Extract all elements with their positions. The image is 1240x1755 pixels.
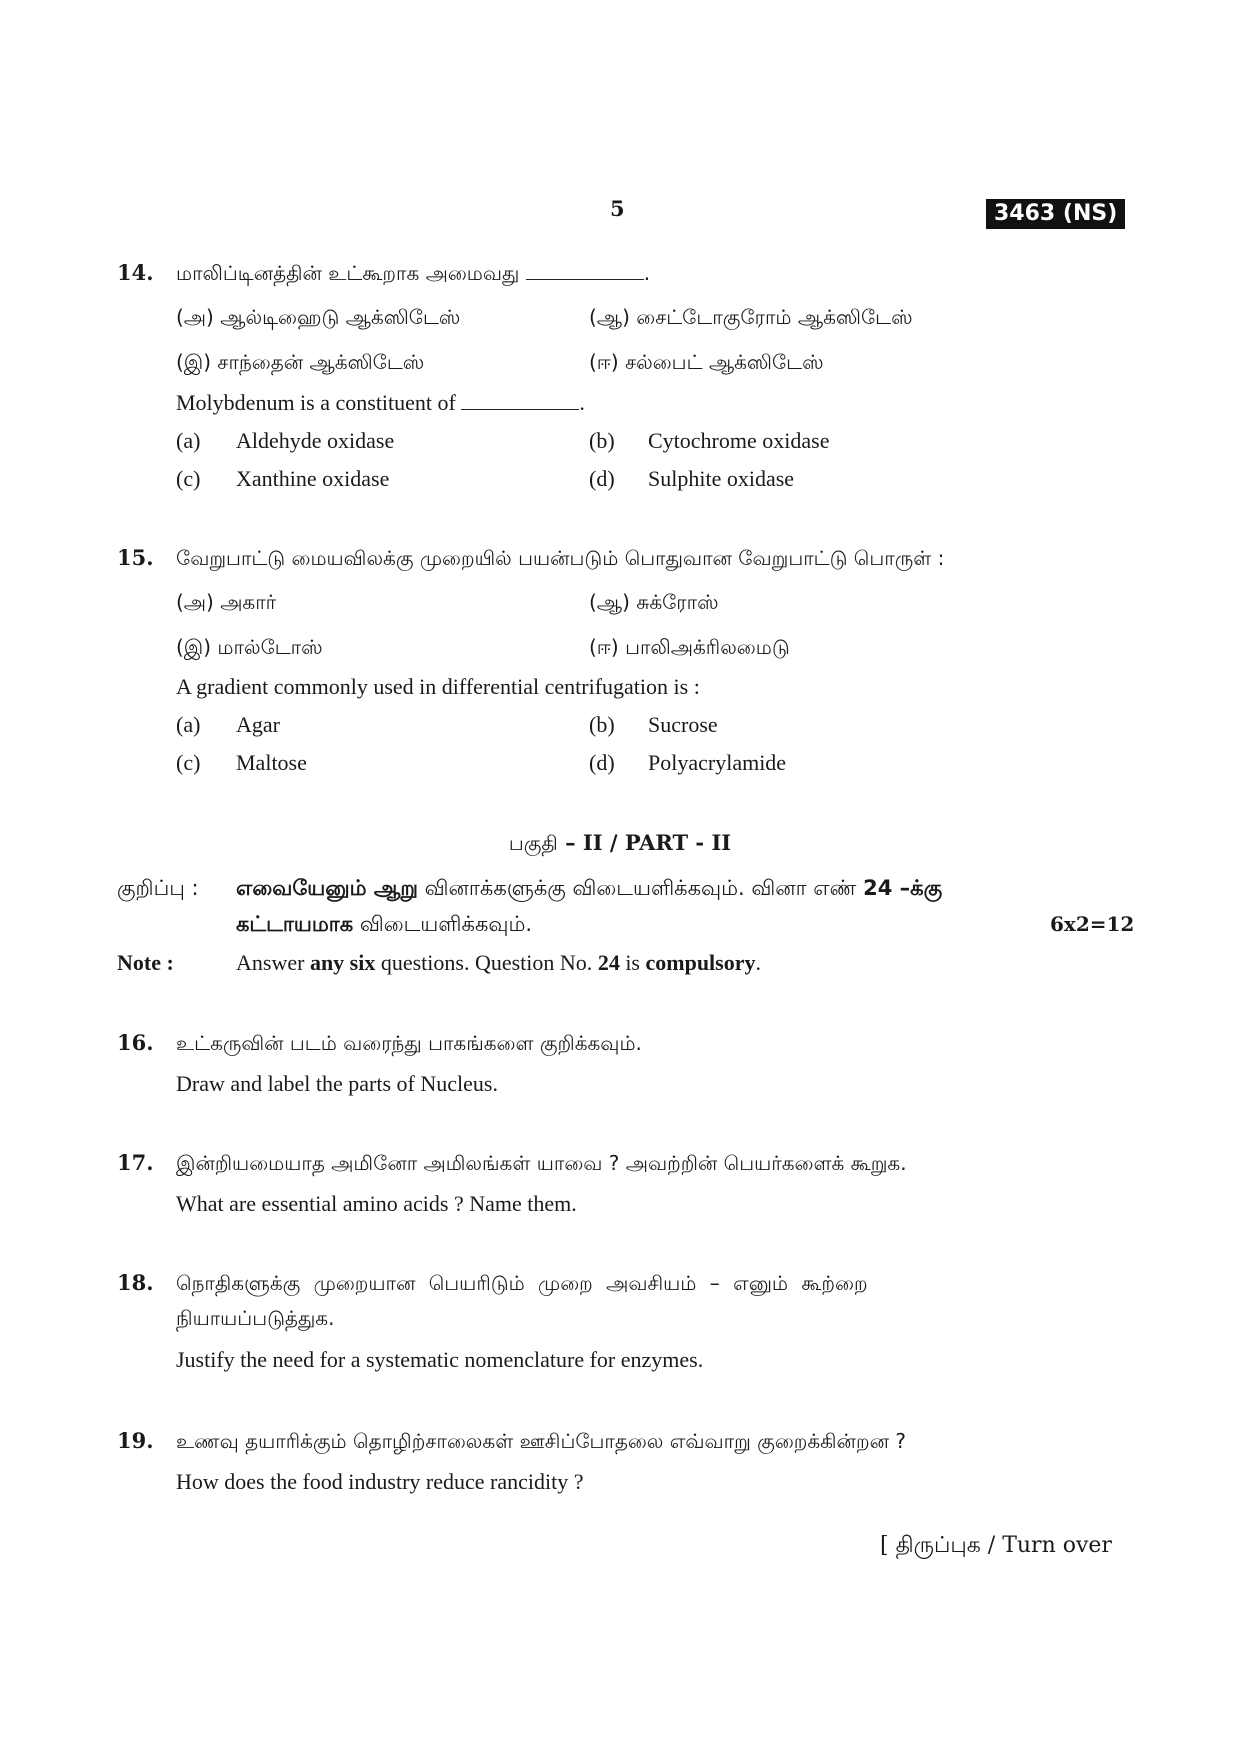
option-english: (a) [176,712,201,737]
option-english-text: Sucrose [648,712,718,737]
question-number: 17. [117,1150,154,1175]
question-text-tamil: நொதிகளுக்கு முறையான பெயரிடும் முறை அவசியம் – எனும் கூற்றை [176,1271,868,1295]
option-english-text: Aldehyde oxidase [236,428,395,453]
question-text-english: How does the food industry reduce rancidity ? [176,1469,584,1494]
note-label-tamil: குறிப்பு : [117,876,199,900]
option-english: (b) [589,428,615,453]
option-english: (c) [176,750,201,775]
question-number: 19. [117,1428,154,1453]
question-number: 15. [117,545,154,570]
marks-allocation: 6x2=12 [1050,912,1135,936]
note-text-tamil: எவையேனும் ஆறு வினாக்களுக்கு விடையளிக்கவும். வினா எண் 24 –க்கு [236,876,943,900]
option-english: (c) [176,466,201,491]
question-text-tamil: இன்றியமையாத அமினோ அமிலங்கள் யாவை ? அவற்றின் பெயர்களைக் கூறுக. [176,1151,907,1175]
paper-code-badge: 3463 (NS) [986,199,1125,229]
option-tamil: (இ) சாந்தைன் ஆக்ஸிடேஸ் [176,350,425,374]
option-tamil: (அ) ஆல்டிஹைடு ஆக்ஸிடேஸ் [176,305,461,329]
question-number: 14. [117,260,154,285]
option-tamil: (இ) மால்டோஸ் [176,635,323,659]
question-number: 16. [117,1030,154,1055]
question-text-english: A gradient commonly used in differential centrifugation is : [176,674,700,699]
option-tamil: (ஆ) சைட்டோகுரோம் ஆக்ஸிடேஸ் [589,305,913,329]
note-text-english: Answer any six questions. Question No. 24 is compulsory. [236,950,761,975]
option-english-text: Polyacrylamide [648,750,787,775]
option-tamil: (ஈ) பாலிஅக்ரிலமைடு [589,635,790,659]
question-text-english: Justify the need for a systematic nomenclature for enzymes. [176,1347,704,1372]
question-text-tamil: மாலிப்டினத்தின் உட்கூறாக அமைவது . [176,261,651,285]
question-text-tamil-line2: நியாயப்படுத்துக. [176,1306,335,1330]
option-english-text: Maltose [236,750,307,775]
turn-over-footer: [ திருப்புக / Turn over [880,1533,1112,1558]
option-english-text: Sulphite oxidase [648,466,795,491]
part-heading: பகுதி – II / PART - II [508,830,732,855]
option-tamil: (ஈ) சல்பைட் ஆக்ஸிடேஸ் [589,350,824,374]
option-english: (d) [589,466,615,491]
note-label-english: Note : [117,950,174,975]
question-text-english: What are essential amino acids ? Name them. [176,1191,577,1216]
page-number: 5 [610,196,625,221]
option-english: (b) [589,712,615,737]
question-number: 18. [117,1270,154,1295]
question-text-tamil: வேறுபாட்டு மையவிலக்கு முறையில் பயன்படும் பொதுவான வேறுபாட்டு பொருள் : [176,546,945,570]
option-english: (d) [589,750,615,775]
option-english-text: Agar [236,712,280,737]
option-tamil: (அ) அகார் [176,590,277,614]
option-english: (a) [176,428,201,453]
option-english-text: Cytochrome oxidase [648,428,830,453]
question-text-english: Draw and label the parts of Nucleus. [176,1071,498,1096]
question-text-tamil: உணவு தயாரிக்கும் தொழிற்சாலைகள் ஊசிப்போதலை எவ்வாறு குறைக்கின்றன ? [176,1429,906,1453]
question-text-tamil: உட்கருவின் படம் வரைந்து பாகங்களை குறிக்கவும். [176,1031,642,1055]
question-text-english: Molybdenum is a constituent of . [176,390,585,415]
option-tamil: (ஆ) சுக்ரோஸ் [589,590,719,614]
option-english-text: Xanthine oxidase [236,466,390,491]
note-text-tamil-line2: கட்டாயமாக விடையளிக்கவும். [236,912,533,936]
